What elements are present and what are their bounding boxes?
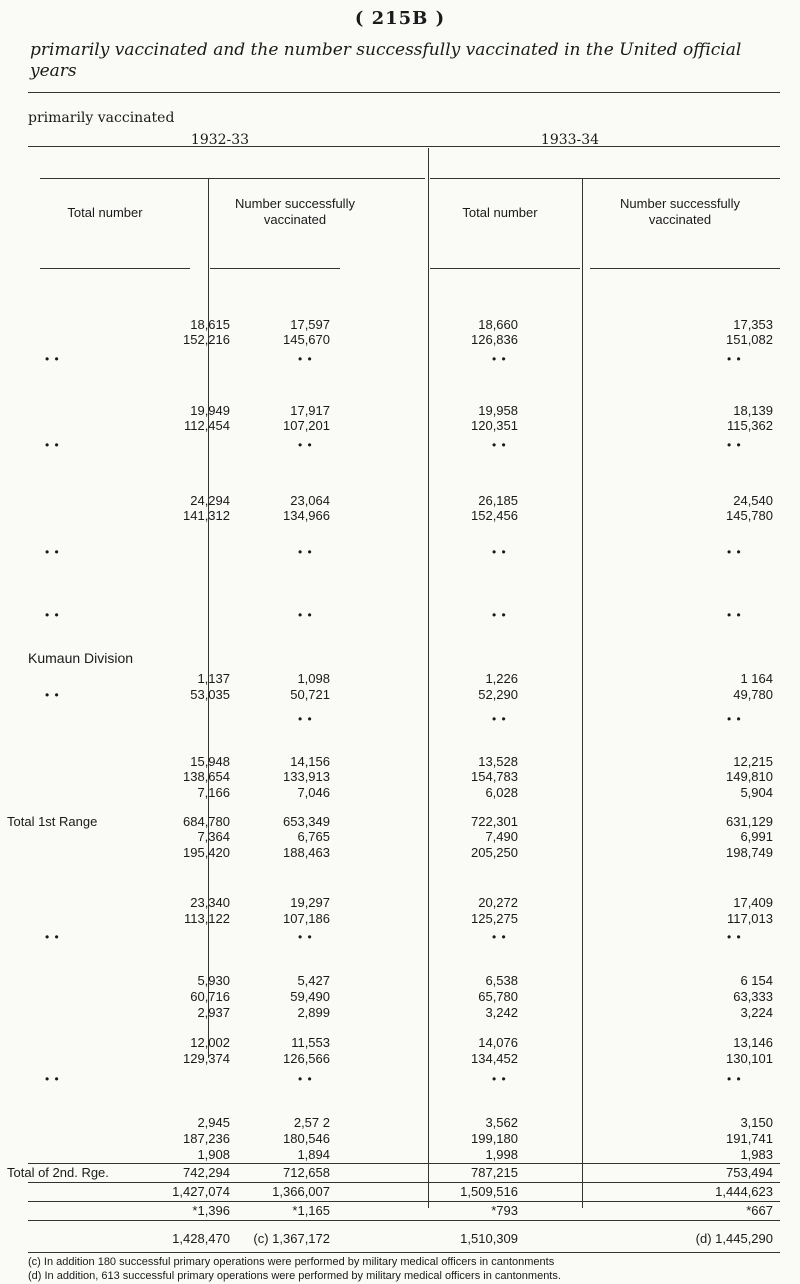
table-row: 112,454 107,201 120,351 115,362 [183,418,773,433]
leader-dots: • • [727,712,742,726]
leader-dots: • • [45,608,60,622]
table-top-rule [28,146,780,147]
table-bottom-rule [28,1252,780,1253]
table-row: 1,137 1,098 1,226 1 164 [197,671,773,686]
table-row-grand-subtotal: 1,427,074 1,366,007 1,509,516 1,444,623 [172,1184,773,1199]
table-row: 129,374 126,566 134,452 130,101 [183,1051,773,1066]
title-rule [28,92,780,93]
table-row: 2,937 2,899 3,242 3,224 [197,1005,773,1020]
head-rule-1 [40,268,190,269]
table-row: 1,908 1,894 1,998 1,983 [197,1147,773,1162]
leader-dots: • • [298,352,313,366]
grand-total-rule [28,1220,780,1221]
table-row-total-1st-range: Total 1st Range 684,780 653,349 722,301 631,129 [7,814,773,829]
leader-dots: • • [492,352,507,366]
table-row: 113,122 107,186 125,275 117,013 [183,911,773,926]
year-1933-34: 1933-34 [540,132,600,148]
col-header-total-1932: Total number [67,205,143,220]
year-rule-right [430,178,780,179]
leader-dots: • • [492,438,507,452]
leader-dots: • • [298,712,313,726]
year-rule-left [40,178,425,179]
table-row: 24,294 23,064 26,185 24,540 [190,493,773,508]
footnote-c: (c) In addition 180 successful primary operations were performed by military medical officers in cantonments [28,1256,555,1268]
col-header-success-1933: Number successfully vaccinated [620,196,740,227]
col-header-total-1933: Total number [462,205,538,220]
table-row: 187,236 180,546 199,180 191,741 [183,1131,773,1146]
table-row: 60,716 59,490 65,780 63,333 [190,989,773,1004]
table-row: 2,945 2,57 2 3,562 3,150 [197,1115,773,1130]
year-1932-33: 1932-33 [190,132,250,148]
table-row: 7,364 6,765 7,490 6,991 [197,829,773,844]
table-row: 7,166 7,046 6,028 5,904 [197,785,773,800]
leader-dots: • • [298,545,313,559]
head-rule-4 [590,268,780,269]
table-row: 23,340 19,297 20,272 17,409 [190,895,773,910]
leader-dots: • • [45,688,60,702]
total-rule [28,1182,780,1183]
region-label: Kumaun Division [28,650,134,666]
table-row-grand-total: 1,428,470 (c) 1,367,172 1,510,309 (d) 1,445,290 [172,1231,773,1246]
leader-dots: • • [45,438,60,452]
table-row: 152,216 145,670 126,836 151,082 [183,332,773,347]
table-row: 12,002 11,553 14,076 13,146 [190,1035,773,1050]
table-row: 53,035 50,721 52,290 49,780 [190,687,773,702]
footnote-d: (d) In addition, 613 successful primary operations were performed by military medical officers in cantonments. [28,1270,561,1282]
table-row: 19,949 17,917 19,958 18,139 [190,403,773,418]
head-rule-2 [210,268,340,269]
leader-dots: • • [45,352,60,366]
table-row: 5,930 5,427 6,538 6 154 [197,973,773,988]
page-title: primarily vaccinated and the number successfully vaccinated in the United official years [30,40,742,81]
table-row: 18,615 17,597 18,660 17,353 [190,317,773,332]
leader-dots: • • [298,1072,313,1086]
leader-dots: • • [492,930,507,944]
head-rule-3 [430,268,580,269]
table-row: 141,312 134,966 152,456 145,780 [183,508,773,523]
leader-dots: • • [727,608,742,622]
subtotal-rule [28,1163,780,1164]
leader-dots: • • [298,930,313,944]
page-number: ( 215B ) [354,8,446,29]
table-row: 138,654 133,913 154,783 149,810 [183,769,773,784]
leader-dots: • • [45,930,60,944]
leader-dots: • • [727,1072,742,1086]
leader-dots: • • [298,438,313,452]
col-divider-1 [208,178,209,1058]
leader-dots: • • [492,712,507,726]
leader-dots: • • [45,545,60,559]
leader-dots: • • [727,352,742,366]
leader-dots: • • [727,930,742,944]
leader-dots: • • [727,438,742,452]
leader-dots: • • [492,608,507,622]
subheading: primarily vaccinated [28,110,175,126]
leader-dots: • • [45,1072,60,1086]
table-row: 15,948 14,156 13,528 12,215 [190,754,773,769]
col-header-success-1932: Number successfully vaccinated [235,196,355,227]
military-rule [28,1201,780,1202]
leader-dots: • • [298,608,313,622]
leader-dots: • • [727,545,742,559]
table-row: 195,420 188,463 205,250 198,749 [183,845,773,860]
table-row-military: *1,396 *1,165 *793 *667 [192,1203,773,1218]
leader-dots: • • [492,545,507,559]
leader-dots: • • [492,1072,507,1086]
table-row-total-2nd-range: Total of 2nd. Rge. 742,294 712,658 787,215 753,494 [7,1165,773,1180]
